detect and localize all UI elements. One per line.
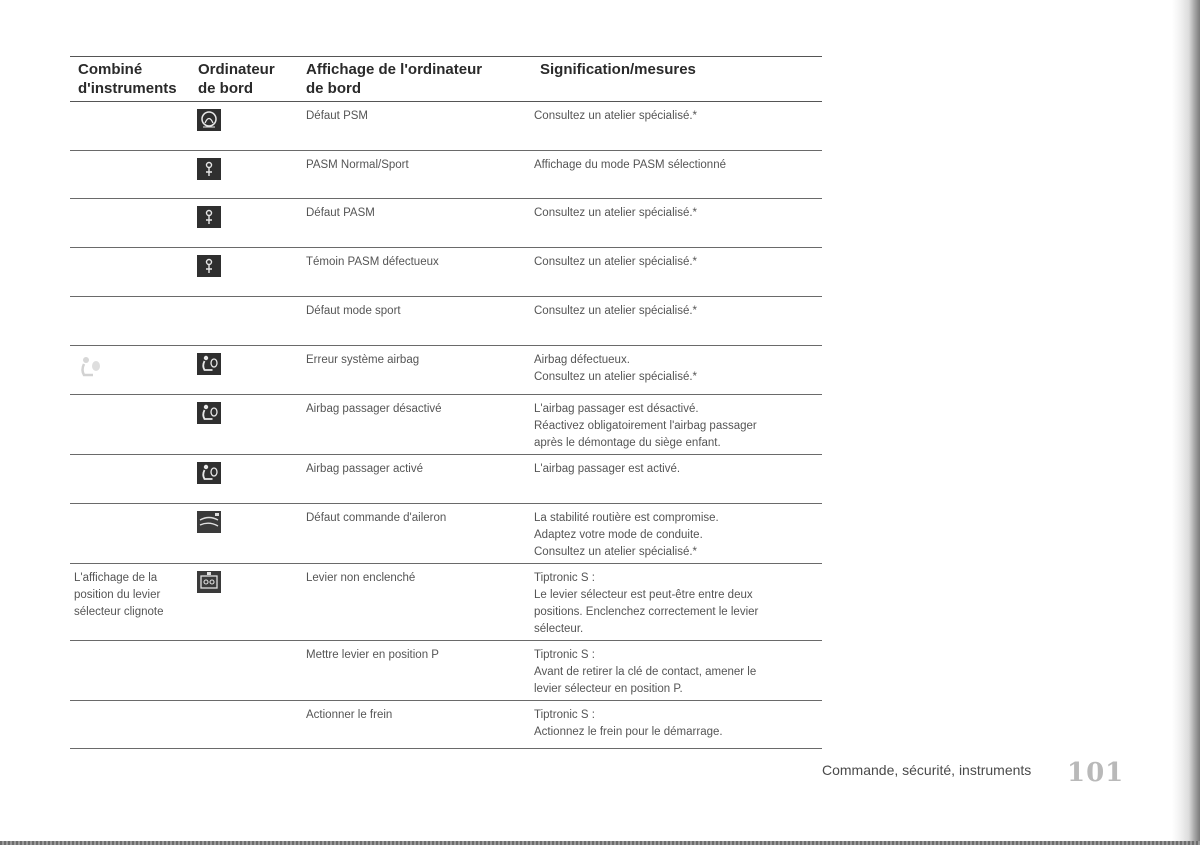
header-text: Ordinateur: [198, 61, 275, 78]
meaning-line: Consultez un atelier spécialisé.*: [534, 371, 698, 383]
meaning-line: Réactivez obligatoirement l'airbag passager: [534, 420, 757, 432]
display-text: Airbag passager désactivé: [306, 403, 442, 415]
display-text: Actionner le frein: [306, 709, 393, 721]
computer-icon-cell: [192, 707, 306, 748]
table-row: [70, 102, 822, 151]
combined-cell: [70, 401, 192, 454]
combined-text-line: sélecteur clignote: [74, 606, 164, 618]
page-edge-shadow: [1172, 0, 1200, 845]
display-text: PASM Normal/Sport: [306, 159, 409, 171]
combined-cell: [70, 570, 192, 640]
meaning-line: Consultez un atelier spécialisé.*: [534, 256, 698, 268]
page-bottom-edge: [0, 841, 1200, 845]
table-row: [70, 248, 822, 297]
header-board-computer-display: [306, 60, 534, 101]
meaning-line: Actionnez le frein pour le démarrage.: [534, 726, 723, 738]
table-row: [70, 564, 822, 641]
computer-icon-cell: [192, 108, 306, 150]
meaning-cell: [534, 570, 822, 640]
combined-text-line: position du levier: [74, 589, 161, 601]
meaning-line: Consultez un atelier spécialisé.*: [534, 207, 698, 219]
meaning-cell: [534, 254, 822, 296]
header-text: de bord: [306, 80, 361, 97]
airbag-icon: [76, 354, 102, 380]
meaning-line: L'airbag passager est activé.: [534, 463, 681, 475]
meaning-line: sélecteur.: [534, 623, 584, 635]
computer-icon-cell: [192, 510, 306, 563]
combined-text-line: L'affichage de la: [74, 572, 158, 584]
psm-warning-icon: [196, 108, 222, 132]
display-text: Airbag passager activé: [306, 463, 423, 475]
computer-icon-cell: [192, 570, 306, 640]
airbag-icon: [196, 401, 222, 425]
computer-icon-cell: [192, 303, 306, 345]
table-row: [70, 151, 822, 199]
table-row: [70, 297, 822, 346]
airbag-icon: [196, 352, 222, 376]
meaning-cell: [534, 401, 822, 454]
computer-icon-cell: [192, 254, 306, 296]
computer-icon-cell: [192, 647, 306, 700]
pasm-icon: [196, 254, 222, 278]
airbag-icon: [196, 461, 222, 485]
combined-cell: [70, 510, 192, 563]
combined-cell: [70, 254, 192, 296]
display-text: Défaut PASM: [306, 207, 375, 219]
meaning-line: Affichage du mode PASM sélectionné: [534, 159, 726, 171]
combined-cell: [70, 303, 192, 345]
table-row: [70, 455, 822, 504]
meaning-cell: [534, 707, 822, 748]
header-board-computer: [192, 60, 306, 101]
header-text: d'instruments: [78, 80, 177, 97]
meaning-cell: [534, 205, 822, 247]
table-row: [70, 199, 822, 248]
header-text: Affichage de l'ordinateur: [306, 61, 483, 78]
combined-cell: [70, 352, 192, 394]
header-text: de bord: [198, 80, 253, 97]
display-text: Défaut commande d'aileron: [306, 512, 447, 524]
meaning-line: Consultez un atelier spécialisé.*: [534, 110, 698, 122]
display-text: Défaut mode sport: [306, 305, 401, 317]
meaning-line: Tiptronic S :: [534, 709, 595, 721]
computer-icon-cell: [192, 157, 306, 198]
display-text: Mettre levier en position P: [306, 649, 439, 661]
combined-cell: [70, 108, 192, 150]
header-text: Combiné: [78, 61, 143, 78]
meaning-line: Tiptronic S :: [534, 572, 595, 584]
display-text: Levier non enclenché: [306, 572, 416, 584]
spoiler-icon: [196, 510, 222, 534]
display-text: Témoin PASM défectueux: [306, 256, 439, 268]
combined-cell: [70, 647, 192, 700]
warning-messages-table: [70, 56, 822, 749]
meaning-line: Adaptez votre mode de conduite.: [534, 529, 703, 541]
meaning-line: levier sélecteur en position P.: [534, 683, 683, 695]
computer-icon-cell: [192, 352, 306, 394]
table-row: [70, 504, 822, 564]
combined-cell: [70, 707, 192, 748]
display-text: Défaut PSM: [306, 110, 368, 122]
combined-cell: [70, 157, 192, 198]
meaning-cell: [534, 157, 822, 198]
meaning-line: après le démontage du siège enfant.: [534, 437, 721, 449]
page-number: 101: [1067, 758, 1125, 788]
table-row: [70, 641, 822, 701]
computer-icon-cell: [192, 401, 306, 454]
meaning-cell: [534, 303, 822, 345]
table-row: [70, 701, 822, 749]
computer-icon-cell: [192, 461, 306, 503]
combined-cell: [70, 461, 192, 503]
meaning-line: Consultez un atelier spécialisé.*: [534, 305, 698, 317]
meaning-line: Avant de retirer la clé de contact, amener le: [534, 666, 757, 678]
meaning-cell: [534, 461, 822, 503]
pasm-icon: [196, 157, 222, 181]
selector-lever-icon: [196, 570, 222, 594]
display-text: Erreur système airbag: [306, 354, 420, 366]
header-meaning-measures: [534, 60, 822, 101]
combined-cell: [70, 205, 192, 247]
meaning-line: Le levier sélecteur est peut-être entre deux: [534, 589, 753, 601]
meaning-cell: [534, 647, 822, 700]
table-header: [70, 56, 822, 102]
pasm-icon: [196, 205, 222, 229]
meaning-line: Airbag défectueux.: [534, 354, 630, 366]
table-row: [70, 346, 822, 395]
meaning-line: L'airbag passager est désactivé.: [534, 403, 699, 415]
header-text: Signification/mesures: [540, 61, 696, 78]
table-row: [70, 395, 822, 455]
page-footer-section: Commande, sécurité, instruments: [822, 762, 1032, 778]
header-combined-instruments: [70, 60, 192, 101]
meaning-cell: [534, 510, 822, 563]
meaning-line: Tiptronic S :: [534, 649, 595, 661]
meaning-line: positions. Enclenchez correctement le levier: [534, 606, 759, 618]
meaning-line: Consultez un atelier spécialisé.*: [534, 546, 698, 558]
computer-icon-cell: [192, 205, 306, 247]
meaning-line: La stabilité routière est compromise.: [534, 512, 719, 524]
meaning-cell: [534, 108, 822, 150]
meaning-cell: [534, 352, 822, 394]
